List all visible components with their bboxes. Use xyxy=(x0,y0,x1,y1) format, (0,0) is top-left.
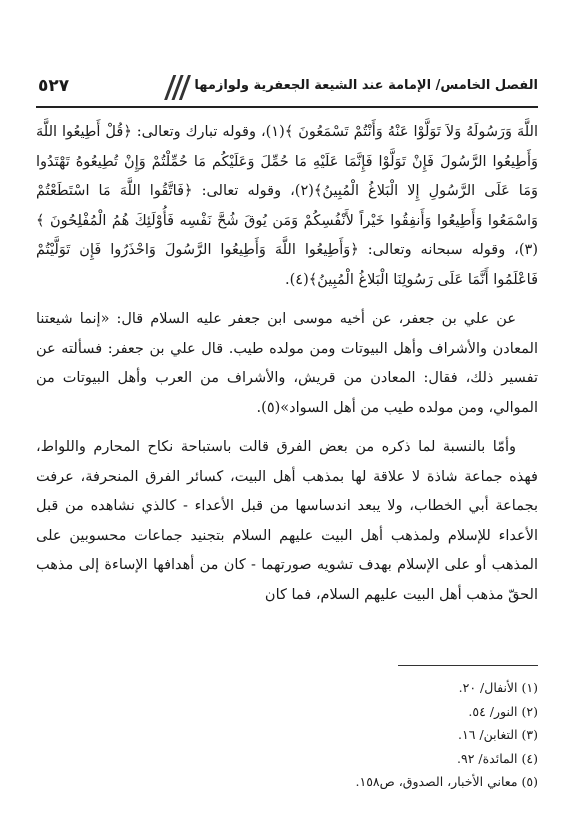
paragraph-hadith: عن علي بن جعفر، عن أخيه موسى ابن جعفر عليه السلام قال: «إنما شيعتنا المعادن والأشراف وأهل البيوتات ومن مولده طيب. قال علي بن جعفر: فسألته عن تفسير ذلك، فقال: المعادن من قريش، والأشراف من العرب وأهل البيوتات من الموالي، ومن مولده طيب من أهل السواد»(٥). xyxy=(36,311,538,416)
paragraph-discussion: وأمّا بالنسبة لما ذكره من بعض الفرق قالت باستباحة نكاح المحارم واللواط، فهذه جماعة شاذة لا علاقة لها بمذهب أهل البيت، كسائر الفرق المنحرفة، عرفت بجماعة أبي الخطاب، ولا يبعد اندساسها من قبل الأعداء - كالذي نشاهده من قبل الأعداء للإسلام ولمذهب أهل البيت عليهم السلام بتجنيد جماعات محسوبين على المذهب أو على الإسلام بهدف تشويه صورتهما - كان من أهدافها الإساءة إلى مذهب الحقّ مذهب أهل البيت عليهم السلام، فما كان xyxy=(36,439,538,603)
header-slash-ornament: /// xyxy=(164,70,187,105)
footnotes xyxy=(36,676,538,794)
footnote-5: (٥) معاني الأخبار، الصدوق، ص١٥٨. xyxy=(355,774,538,789)
footnote-1: (١) الأنفال/ ٢٠. xyxy=(458,680,538,695)
footnote-4: (٤) المائدة/ ٩٢. xyxy=(457,750,538,766)
main-text xyxy=(36,118,538,614)
chapter-title: الفصل الخامس/ الإمامة عند الشيعة الجعفرية ولوازمها xyxy=(194,78,538,93)
paragraph-quran-verses: اللَّهَ وَرَسُولَهُ وَلاَ تَوَلَّوْا عَنْهُ وَأَنْتُمْ تَسْمَعُونَ ﴾(١)، وقوله تبارك وتعالى: ﴿قُلْ أَطِيعُوا اللَّهَ وَأَطِيعُوا الرَّسُولَ فَإِنْ تَوَلَّوْا فَإِنَّمَا عَلَيْهِ مَا حُمِّلَ وَعَلَيْكُم مَا حُمِّلْتُمْ وَإِنْ تُطِيعُوهُ تَهْتَدُوا وَمَا عَلَى الرَّسُولِ إِلا الْبَلاغُ الْمُبِينُ﴾(٢)، وقوله تعالى: ﴿فَاتَّقُوا اللَّهَ مَا اسْتَطَعْتُمْ وَاسْمَعُوا وَأَطِيعُوا وَأَنفِقُوا خَيْراً لأَنْفُسِكُمْ وَمَن يُوقَ شُحَّ نَفْسِه فَأُوْلَئِكَ هُمُ الْمُفْلِحُونَ ﴾(٣)، وقوله سبحانه وتعالى: ﴿وَأَطِيعُوا اللَّهَ وَأَطِيعُوا الرَّسُولَ وَاحْذَرُوا فَإِن تَوَلَّيْتُمْ فَاعْلَمُوا أَنَّمَا عَلَى رَسُولِنَا الْبَلاغُ الْمُبِينُ﴾(٤). xyxy=(36,124,538,288)
page-header xyxy=(36,70,538,108)
footnote-separator xyxy=(398,665,538,666)
page-number: ٥٢٧ xyxy=(38,76,70,96)
footnote-2: (٢) النور/ ٥٤. xyxy=(468,703,538,719)
footnote-3: (٣) التغابن/ ١٦. xyxy=(458,727,538,742)
